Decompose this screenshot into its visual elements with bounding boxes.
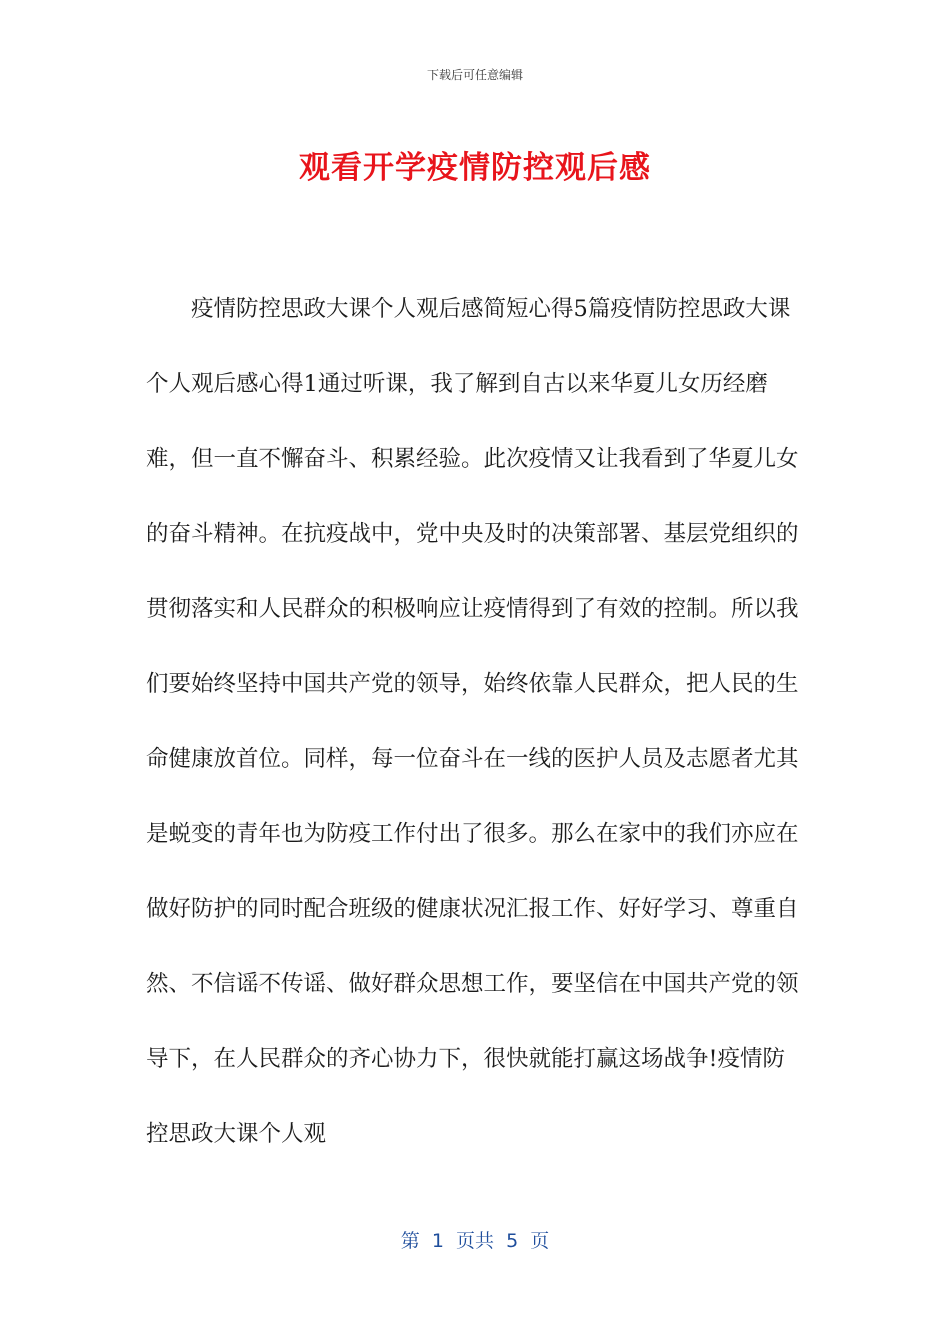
document-title: 观看开学疫情防控观后感 [299, 150, 651, 186]
document-body: 疫情防控思政大课个人观后感简短心得5篇疫情防控思政大课个人观后感心得1通过听课，我了解到自古以来华夏儿女历经磨难，但一直不懈奋斗、积累经验。此次疫情又让我看到了华夏儿女的奋斗精神。在抗疫战中，党中央及时的决策部署、基层党组织的贯彻落实和人民群众的积极响应让疫情得到了有效的控制。所以我们要始终坚持中国共产党的领导，始终依靠人民群众，把人民的生命健康放首位。同样，每一位奋斗在一线的医护人员及志愿者尤其是蜕变的青年也为防疫工作付出了很多。那么在家中的我们亦应在做好防护的同时配合班级的健康状况汇报工作、好好学习、尊重自然、不信谣不传谣、做好群众思想工作，要坚信在中国共产党的领导下，在人民群众的齐心协力下，很快就能打赢这场战争!疫情防控思政大课个人观 [146, 296, 799, 1147]
page-number-footer: 第 1 页共 5 页 [400, 1230, 550, 1252]
header-note: 下载后可任意编辑 [426, 68, 523, 82]
